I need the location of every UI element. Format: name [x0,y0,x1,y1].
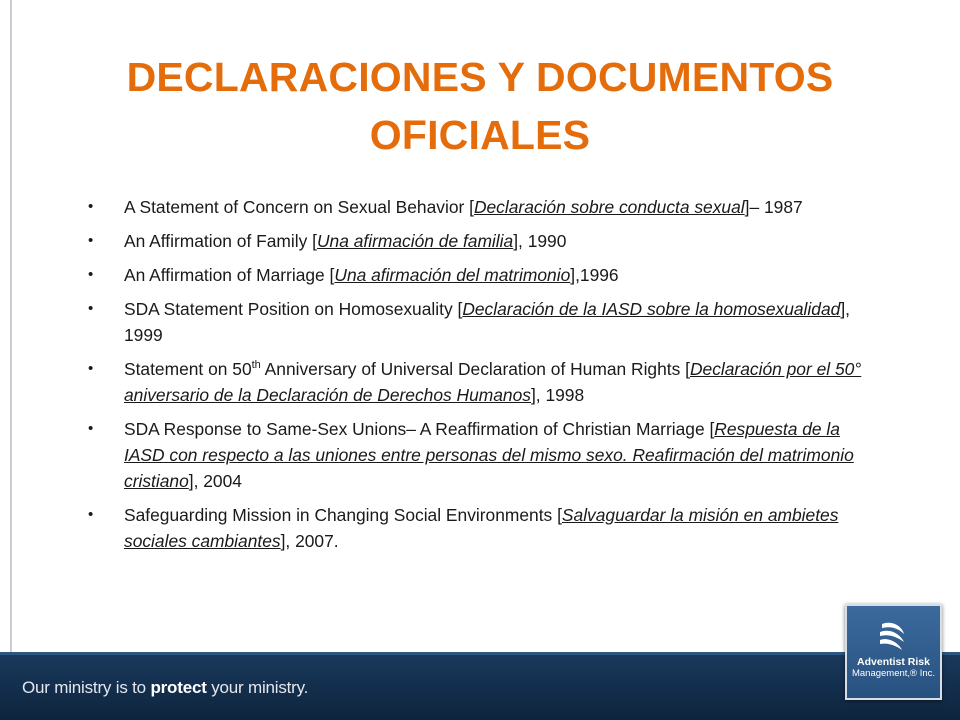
bullet-icon: • [88,232,94,249]
item-english-title: Anniversary of Universal Declaration of Human Rights [ [260,359,690,379]
list-item [88,228,868,254]
bullet-icon: • [88,198,94,215]
ordinal-suffix: th [251,359,261,372]
item-spanish-link[interactable]: Una afirmación de familia [316,231,514,251]
item-spanish-link[interactable]: Declaración por el 50° aniversario de la Declaración de Derechos Humanos [124,359,862,405]
left-divider [10,0,12,652]
list-item [88,296,868,348]
tagline-end: your ministry. [206,678,309,697]
item-english-title: SDA Statement Position on Homosexuality [ [124,299,463,319]
footer-bar [0,652,960,720]
item-year: ], 1990 [513,231,567,251]
slide-title-line2: OFICIALES [369,112,591,158]
bullet-icon: • [88,300,94,317]
item-english-title: SDA Response to Same-Sex Unions– A Reaffirmation of Christian Marriage [ [124,419,715,439]
item-spanish-link[interactable]: Declaración sobre conducta sexual [473,197,745,217]
item-year: ], 1998 [530,385,585,405]
item-english-title: An Affirmation of Marriage [ [124,265,335,285]
tagline-emphasis: protect [150,678,207,697]
list-item [88,262,868,288]
item-english-title-start: Statement on 50 [124,359,252,379]
item-spanish-link[interactable]: Respuesta de la IASD con respecto a las uniones entre personas del mismo sexo. Reafirmación del matrimonio cristiano [124,419,854,491]
company-logo [845,604,942,700]
item-year: ], 1999 [124,299,850,345]
bullet-icon: • [88,360,94,377]
bullet-icon: • [88,266,94,283]
list-item [88,356,868,408]
item-spanish-link[interactable]: Salvaguardar la misión en ambietes sociales cambiantes [124,505,839,551]
list-item [88,502,868,554]
footer-tagline [22,678,308,698]
slide-title-line1: DECLARACIONES Y DOCUMENTOS [126,54,834,100]
item-english-title: An Affirmation of Family [ [124,231,317,251]
logo-line2: Management,® Inc. [851,668,936,679]
slide-title [60,48,900,164]
logo-text [847,656,940,680]
item-english-title: Safeguarding Mission in Changing Social Environments [ [124,505,562,525]
item-year: ], 2007. [280,531,339,551]
item-year: ], 2004 [188,471,242,491]
item-year: ]– 1987 [744,197,803,217]
logo-line1: Adventist Risk [857,656,930,668]
bullet-icon: • [88,420,94,437]
flame-logo-icon [876,616,910,654]
item-year: ],1996 [570,265,619,285]
item-spanish-link[interactable]: Una afirmación del matrimonio [334,265,571,285]
item-english-title: A Statement of Concern on Sexual Behavior [ [124,197,474,217]
bullet-icon: • [88,506,94,523]
item-spanish-link[interactable]: Declaración de la IASD sobre la homosexualidad [462,299,841,319]
list-item [88,194,868,220]
list-item [88,416,868,494]
tagline-start: Our ministry is to [22,678,151,697]
document-list [88,194,868,562]
